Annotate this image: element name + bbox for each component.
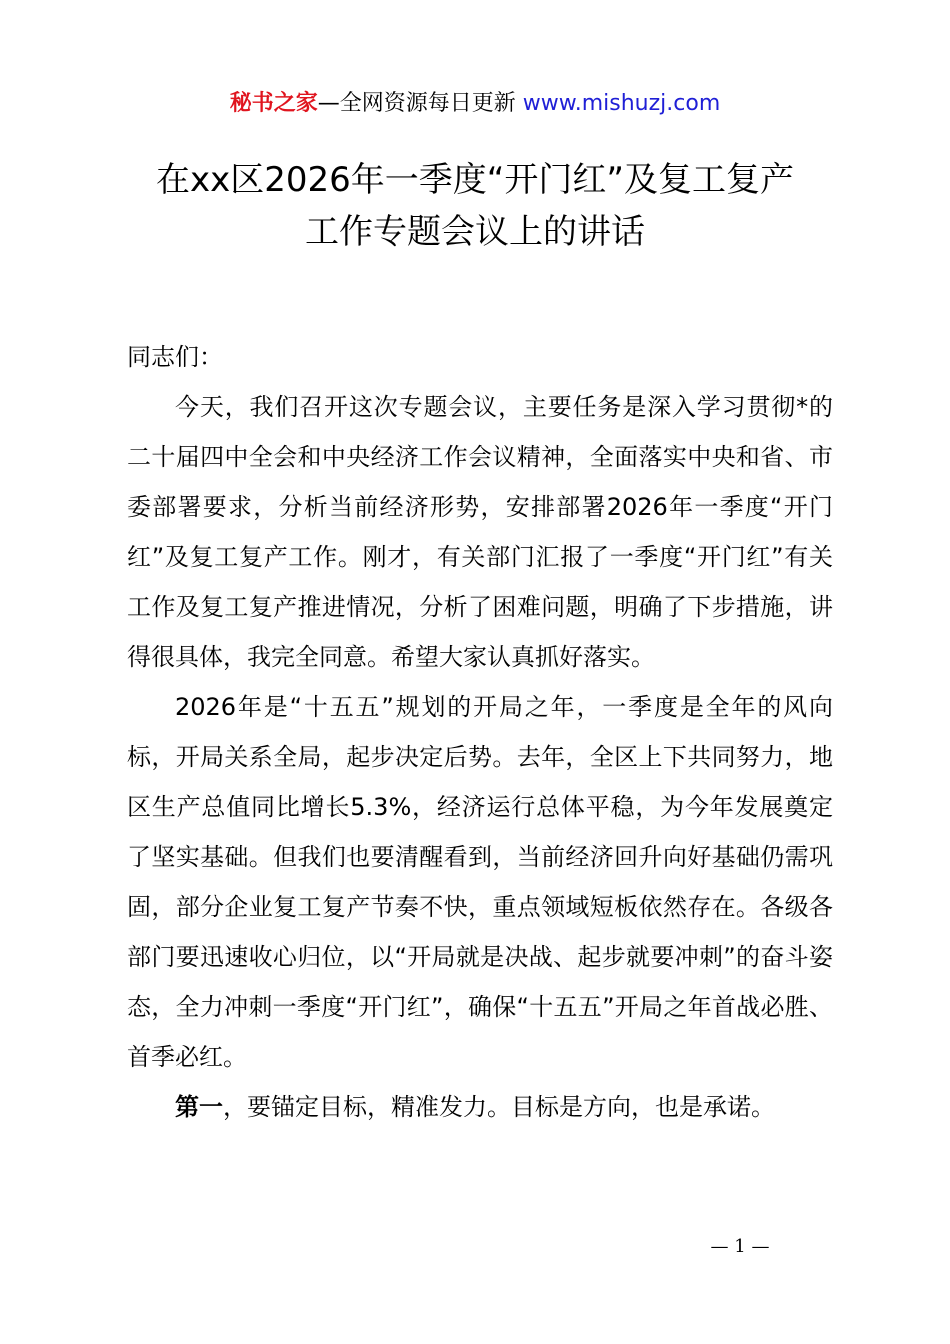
paragraph-3-lead: 第一 (175, 1093, 223, 1121)
brand-name: 秘书之家 (229, 91, 318, 116)
site-header (0, 86, 950, 122)
salutation: 同志们： (127, 343, 223, 371)
page-number: — 1 — (710, 1236, 770, 1257)
title-line-2: 工作专题会议上的讲话 (305, 212, 645, 252)
header-tagline: —全网资源每日更新 (317, 91, 523, 116)
paragraph-3 (127, 1082, 833, 1132)
title-line-1: 在xx区2026年一季度“开门红”及复工复产 (156, 160, 794, 200)
document-title (60, 154, 890, 258)
site-url-link[interactable]: www.mishuzj.com (522, 91, 721, 116)
paragraph-2: 2026年是“十五五”规划的开局之年，一季度是全年的风向标，开局关系全局，起步决定后势。去年，全区上下共同努力，地区生产总值同比增长5.3%，经济运行总体平稳，为今年发展奠定了坚实基础。但我们也要清醒看到，当前经济回升向好基础仍需巩固，部分企业复工复产节奏不快，重点领域短板依然存在。各级各部门要迅速收心归位，以“开局就是决战、起步就要冲刺”的奋斗姿态，全力冲刺一季度“开门红”，确保“十五五”开局之年首战必胜、首季必红。 (127, 693, 833, 1071)
paragraph-1: 今天，我们召开这次专题会议，主要任务是深入学习贯彻*的二十届四中全会和中央经济工作会议精神，全面落实中央和省、市委部署要求，分析当前经济形势，安排部署2026年一季度“开门红”及复工复产工作。刚才，有关部门汇报了一季度“开门红”有关工作及复工复产推进情况，分析了困难问题，明确了下步措施，讲得很具体，我完全同意。希望大家认真抓好落实。 (127, 393, 833, 671)
paragraph-3-text: ，要锚定目标，精准发力。目标是方向，也是承诺。 (223, 1093, 775, 1121)
document-body (127, 332, 833, 1132)
